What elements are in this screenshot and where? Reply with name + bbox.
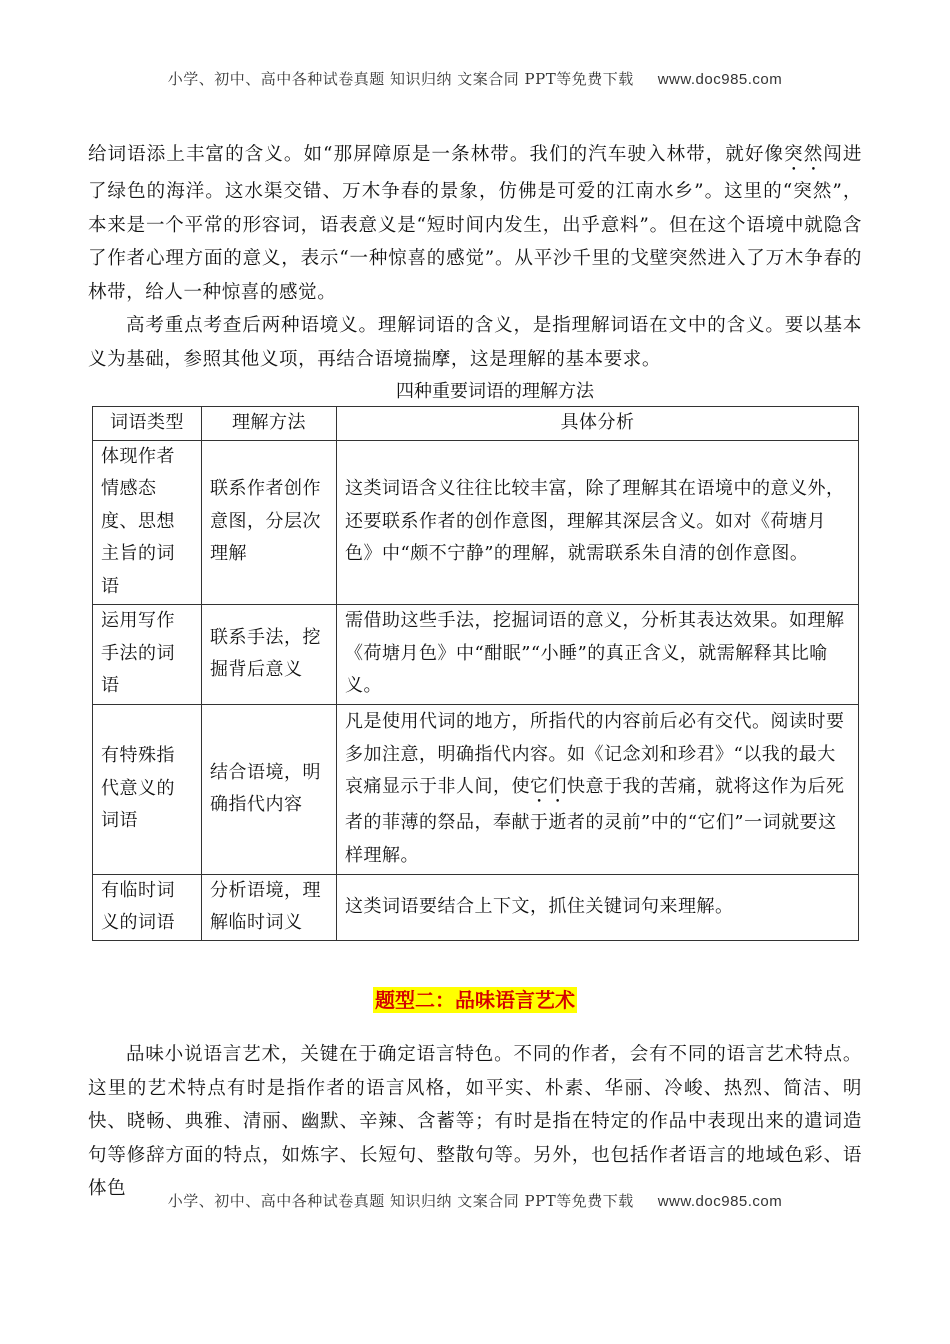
paragraph-3: 品味小说语言艺术，关键在于确定语言特色。不同的作者，会有不同的语言艺术特点。这里的艺术特点有时是指作者的语言风格，如平实、朴素、华丽、冷峻、热烈、简洁、明快、晓畅、典雅、清丽、幽默、辛辣、含蓄等；有时是指在特定的作品中表现出来的遣词造句等修辞方面的特点，如炼字、长短句、整散句等。另外，也包括作者语言的地域色彩、语体色 [88, 1044, 862, 1199]
footer-site: www.doc985.com [657, 1193, 783, 1210]
table-header-row [93, 407, 859, 441]
cell-type: 有临时词义的词语 [93, 874, 202, 940]
header-site: www.doc985.com [657, 71, 783, 88]
header-analysis: 具体分析 [337, 407, 859, 441]
page-footer [0, 1190, 950, 1211]
table-row [93, 604, 859, 704]
cell-method: 结合语境，明确指代内容 [202, 704, 337, 874]
page-header [0, 68, 950, 89]
cell-type: 体现作者情感态度、思想主旨的词语 [93, 440, 202, 604]
paragraph-2: 高考重点考查后两种语境义。理解词语的含义，是指理解词语在文中的含义。要以基本义为基础，参照其他义项，再结合语境揣摩，这是理解的基本要求。 [88, 315, 862, 370]
paragraph-1-emphasis: 突然 [784, 144, 824, 165]
table-caption: 四种重要词语的理解方法 [396, 381, 594, 402]
cell-analysis: 这类词语含义往往比较丰富，除了理解其在语境中的意义外，还要联系作者的创作意图，理解其深层含义。如对《荷塘月色》中“颇不宁静”的理解，就需联系朱自清的创作意图。 [337, 440, 859, 604]
analysis-after: 快意于我的苦痛，就将这作为后死者的菲薄的祭品，奉献于逝者的灵前”中的“它们”一词就要这样理解。 [345, 776, 845, 866]
footer-text: 小学、初中、高中各种试卷真题 知识归纳 文案合同 PPT等免费下载 [167, 1192, 634, 1210]
cell-method: 联系作者创作意图，分层次理解 [202, 440, 337, 604]
cell-analysis: 这类词语要结合上下文，抓住关键词句来理解。 [337, 874, 859, 940]
analysis-emphasis: 它们 [530, 776, 567, 797]
table-row [93, 704, 859, 874]
section-heading [0, 984, 950, 1013]
paragraph-1 [88, 138, 862, 309]
cell-method: 联系手法，挖掘背后意义 [202, 604, 337, 704]
header-method: 理解方法 [202, 407, 337, 441]
cell-type: 有特殊指代意义的词语 [93, 704, 202, 874]
paragraph-1-after: 闯进了绿色的海洋。这水渠交错、万木争春的景象，仿佛是可爱的江南水乡”。这里的“突然”，本来是一个平常的形容词，语表意义是“短时间内发生，出乎意料”。但在这个语境中就隐含了作者心理方面的意义，表示“一种惊喜的感觉”。从平沙千里的戈壁突然进入了万木争春的林带，给人一种惊喜的感觉。 [88, 144, 863, 303]
cell-analysis [337, 704, 859, 874]
table-row [93, 874, 859, 940]
section-title: 题型二：品味语言艺术 [375, 988, 575, 1012]
cell-analysis: 需借助这些手法，挖掘词语的意义，分析其表达效果。如理解《荷塘月色》中“酣眠”“小睡”的真正含义，就需解释其比喻义。 [337, 604, 859, 704]
table-row [93, 440, 859, 604]
paragraph-1-before: 给词语添上丰富的含义。如“那屏障原是一条林带。我们的汽车驶入林带，就好像 [88, 144, 785, 165]
cell-method: 分析语境，理解临时词义 [202, 874, 337, 940]
methods-table [92, 406, 859, 941]
analysis-before: 凡是使用代词的地方，所指代的内容前后必有交代。阅读时要多加注意，明确指代内容。如《记念刘和珍君》“以我的最大哀痛显示于非人间，使 [345, 711, 845, 797]
header-type: 词语类型 [93, 407, 202, 441]
header-text: 小学、初中、高中各种试卷真题 知识归纳 文案合同 PPT等免费下载 [167, 70, 634, 88]
cell-type: 运用写作手法的词语 [93, 604, 202, 704]
